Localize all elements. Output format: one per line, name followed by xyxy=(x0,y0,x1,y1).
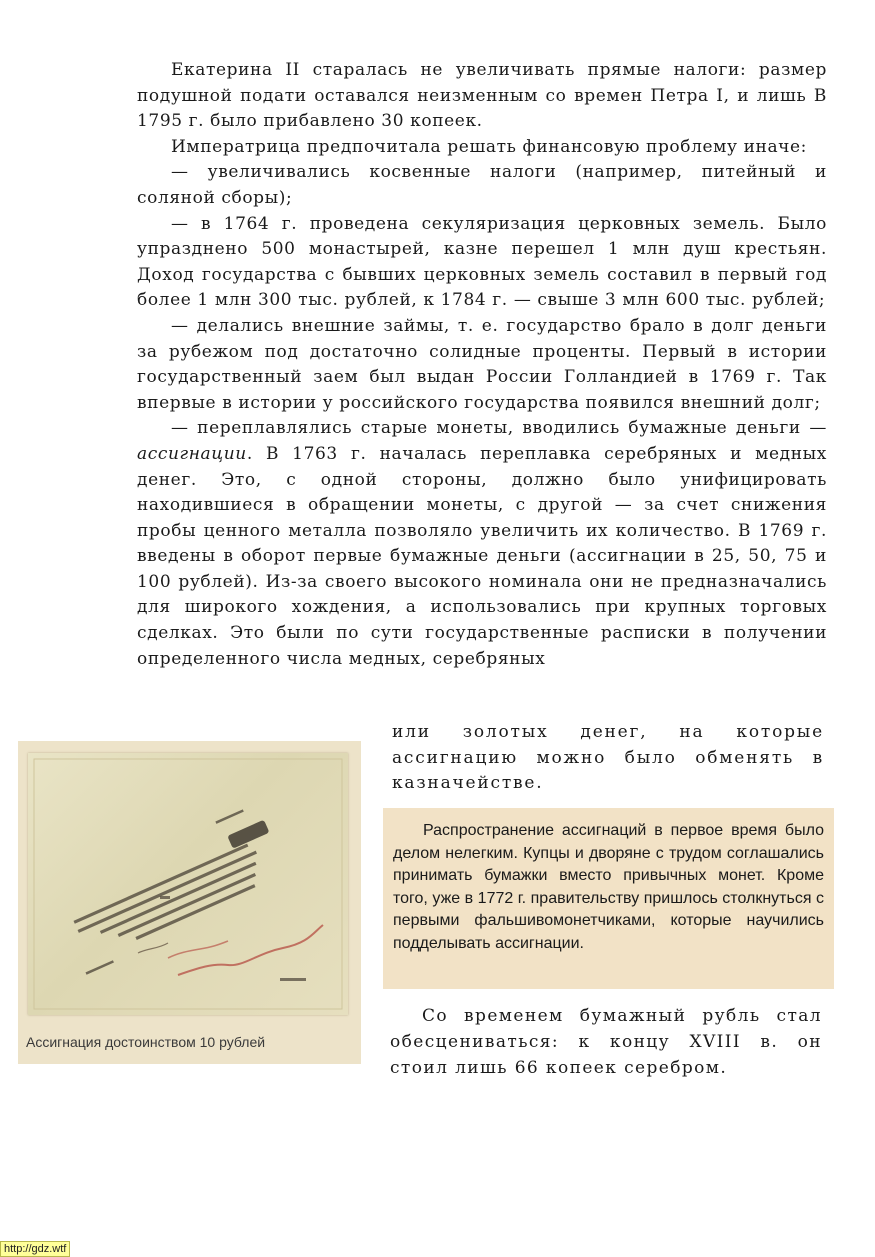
paragraph-taxes: Екатерина II старалась не увеличивать прямые налоги: размер подушной подати оставался неизменным со времен Петра I, и лишь В 1795 г. было прибавлено 30 копеек. xyxy=(137,60,827,132)
banknote-illustration xyxy=(28,753,348,1015)
paragraph-assignats xyxy=(137,416,827,672)
assignats-rest: . В 1763 г. началась переплавка серебряных и медных денег. Это, с одной стороны, должно было унифицировать находившиеся в обращении монеты, с другой — за счет снижения пробы ценного металла позволяло увеличить их количество. В 1769 г. введены в оборот первые бумажные деньги (ассигнации в 25, 50, 75 и 100 рублей). Из-за своего высокого номинала они не предназначались для широкого хождения, а использовались при крупных торговых сделках. Это были по сути государственные расписки в получении определенного числа медных, серебряных xyxy=(137,443,827,669)
paragraph-indirect-taxes: — увеличивались косвенные налоги (например, питейный и соляной сборы); xyxy=(137,162,827,208)
banknote-image xyxy=(28,753,348,1015)
assignat-photo xyxy=(18,741,361,1064)
photo-caption: Ассигнация достоинством 10 рублей xyxy=(26,1034,266,1050)
right-column-text xyxy=(392,720,824,797)
paragraph-secularization: — в 1764 г. проведена секуляризация церковных земель. Было упразднено 500 монастырей, казне перешел 1 млн душ крестьян. Доход государства с бывших церковных земель составил в первый год более 1 млн 300 тыс. рублей, к 1784 г. — свыше 3 млн 600 тыс. рублей; xyxy=(137,213,827,311)
site-link[interactable]: http://gdz.wtf xyxy=(0,1241,70,1257)
assignats-lead: — переплавлялись старые монеты, вводились бумажные деньги — xyxy=(171,418,827,439)
bottom-text xyxy=(390,1003,822,1081)
assignats-term: ассигнации xyxy=(137,443,247,464)
main-text xyxy=(137,58,827,672)
paragraph-finance-intro: Императрица предпочитала решать финансовую проблему иначе: xyxy=(171,136,808,157)
info-box xyxy=(383,808,834,989)
paragraph-exchange: или золотых денег, на которые ассигнацию можно было обменять в казначействе. xyxy=(392,722,824,794)
paragraph-foreign-loans: — делались внешние займы, т. е. государство брало в долг деньги за рубежом под достаточно солидные проценты. Первый в истории государственный заем был выдан России Голландией в 1769 г. Так впервые в истории у российского государства появился внешний долг; xyxy=(137,315,827,413)
info-box-text: Распространение ассигнаций в первое время было делом нелегким. Купцы и дворяне с трудом соглашались принимать бумажки вместо привычных монет. Кроме того, уже в 1772 г. правительству пришлось столкнуться с первыми фальшивомонетчиками, которые научились подделывать ассигнации. xyxy=(393,822,824,952)
paragraph-devaluation: Со временем бумажный рубль стал обесцениваться: к концу XVIII в. он стоил лишь 66 копеек серебром. xyxy=(390,1006,822,1078)
